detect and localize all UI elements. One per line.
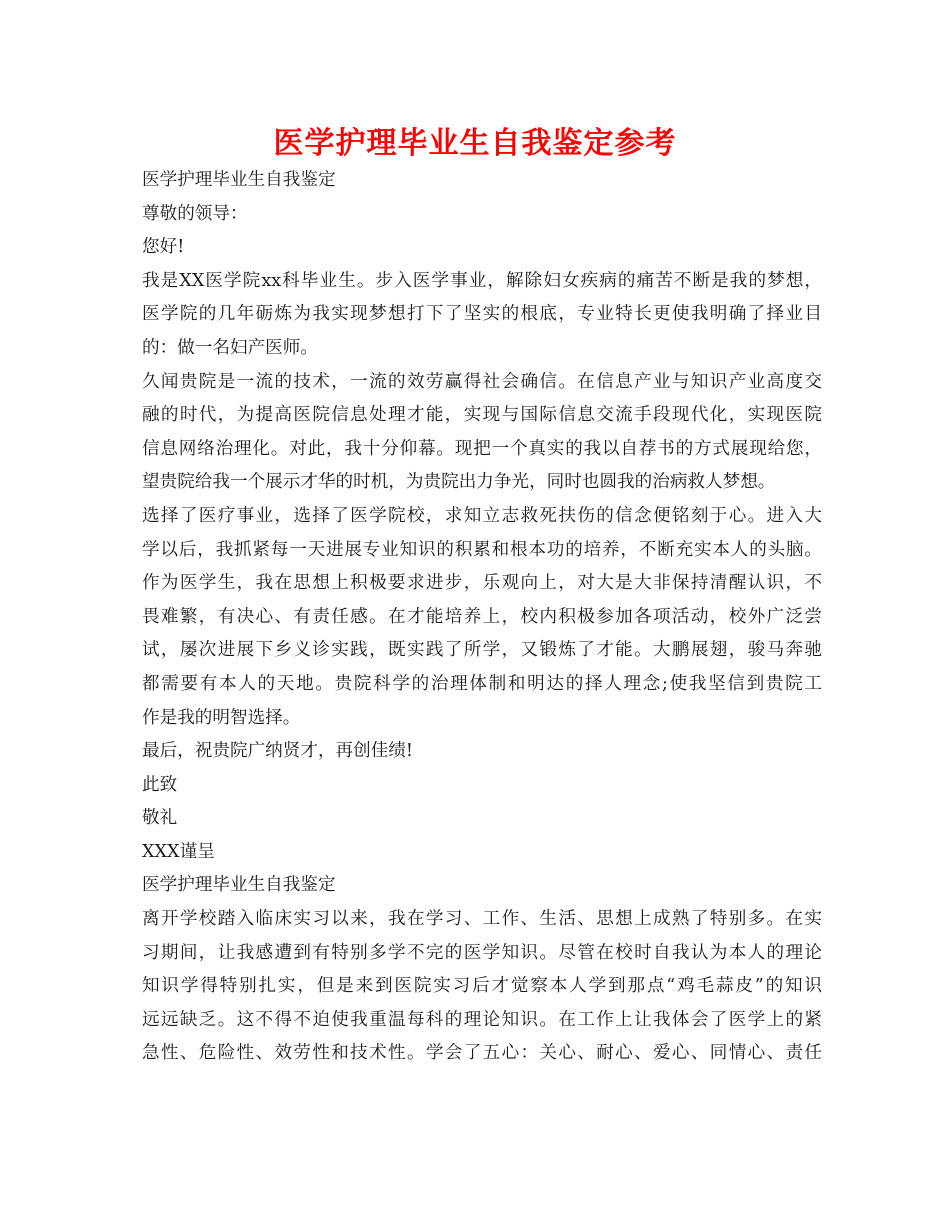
- text-line: 久闻贵院是一流的技术，一流的效劳赢得社会确信。在信息产业与知识产业高度交: [142, 371, 822, 392]
- text-line: 信息网络治理化。对此，我十分仰幕。现把一个真实的我以自荐书的方式展现给您，: [142, 438, 822, 459]
- text-line: 习期间，让我感遭到有特别多学不完的医学知识。尽管在校时自我认为本人的理论: [142, 942, 822, 963]
- text-line: 急性、危险性、效劳性和技术性。学会了五心：关心、耐心、爱心、同情心、责任: [142, 1043, 822, 1064]
- text-line: 畏难繁，有决心、有责任感。在才能培养上，校内积极参加各项活动，校外广泛尝: [142, 606, 822, 627]
- document-body: [142, 164, 822, 1071]
- document-title: 医学护理毕业生自我鉴定参考: [273, 126, 677, 161]
- text-line: 敬礼: [142, 808, 178, 829]
- text-line: 都需要有本人的天地。贵院科学的治理体制和明达的择人理念;使我坚信到贵院工: [142, 673, 822, 694]
- text-line: 我是XX医学院xx科毕业生。步入医学事业，解除妇女疾病的痛苦不断是我的梦想，: [142, 270, 822, 291]
- text-line: 知识学得特别扎实，但是来到医院实习后才觉察本人学到那点“鸡毛蒜皮”的知识: [142, 976, 822, 997]
- text-line: 此致: [142, 774, 178, 795]
- text-line: 医学护理毕业生自我鉴定: [142, 170, 336, 190]
- text-line: 远远缺乏。这不得不迫使我重温每科的理论知识。在工作上让我体会了医学上的紧: [142, 1009, 822, 1030]
- text-line: 作是我的明智选择。: [142, 707, 301, 728]
- text-line: 医学院的几年砺炼为我实现梦想打下了坚实的根底，专业特长更使我明确了择业目: [142, 304, 822, 325]
- text-line: 融的时代，为提高医院信息处理才能，实现与国际信息交流手段现代化，实现医院: [142, 405, 822, 426]
- text-line: 学以后，我抓紧每一天进展专业知识的积累和根本功的培养，不断充实本人的头脑。: [142, 539, 822, 560]
- text-line: 尊敬的领导：: [142, 203, 248, 224]
- text-line: 试，屡次进展下乡义诊实践，既实践了所学，又锻炼了才能。大鹏展翅，骏马奔驰: [142, 640, 822, 661]
- text-line: XXX谨呈: [142, 841, 215, 862]
- text-line: 离开学校踏入临床实习以来，我在学习、工作、生活、思想上成熟了特别多。在实: [142, 909, 822, 930]
- text-line: 的：做一名妇产医师。: [142, 337, 318, 358]
- text-line: 选择了医疗事业，选择了医学院校，求知立志救死扶伤的信念便铭刻于心。进入大: [142, 505, 822, 526]
- text-line: 您好!: [142, 237, 185, 258]
- text-line: 最后，祝贵院广纳贤才，再创佳绩!: [142, 741, 413, 762]
- text-line: 作为医学生，我在思想上积极要求进步，乐观向上，对大是大非保持清醒认识，不: [142, 573, 822, 594]
- text-line: 医学护理毕业生自我鉴定: [142, 875, 336, 896]
- text-line: 望贵院给我一个展示才华的时机，为贵院出力争光，同时也圆我的治病救人梦想。: [142, 472, 776, 493]
